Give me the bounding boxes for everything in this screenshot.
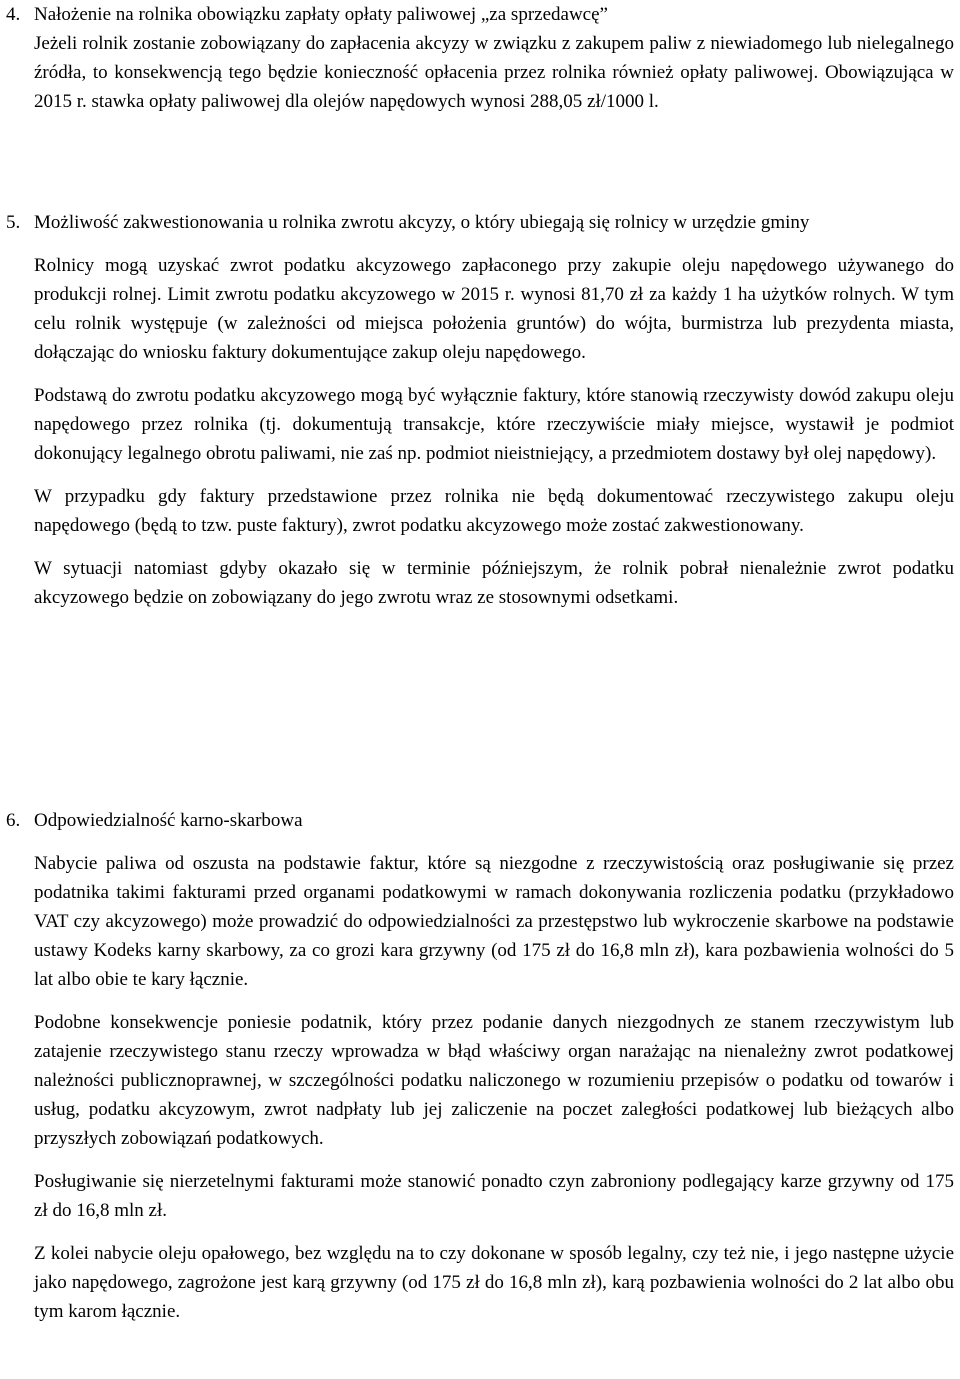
section-heading	[0, 208, 960, 237]
section-title: Możliwość zakwestionowania u rolnika zwrotu akcyzy, o który ubiegają się rolnicy w urzędzie gminy	[34, 212, 810, 233]
section-number: 6.	[6, 810, 21, 831]
paragraph: Nabycie paliwa od oszusta na podstawie faktur, które są niezgodne z rzeczywistością oraz posługiwanie się przez podatnika takimi fakturami przed organami podatkowymi w ramach dokonywania rozliczenia podatku (przykładowo VAT czy akcyzowego) może prowadzić do odpowiedzialności za przestępstwo lub wykroczenie skarbowe na podstawie ustawy Kodeks karny skarbowy, za co grozi kara grzywny (od 175 zł do 16,8 mln zł), kara pozbawienia wolności do 5 lat albo obie te kary łącznie.	[34, 853, 954, 990]
section-4	[0, 0, 960, 116]
section-title: Nałożenie na rolnika obowiązku zapłaty opłaty paliwowej „za sprzedawcę”	[34, 4, 608, 25]
paragraph: Jeżeli rolnik zostanie zobowiązany do zapłacenia akcyzy w związku z zakupem paliw z niewiadomego lub nielegalnego źródła, to konsekwencją tego będzie konieczność opłacenia przez rolnika również opłaty paliwowej. Obowiązująca w 2015 r. stawka opłaty paliwowej dla olejów napędowych wynosi 288,05 zł/1000 l.	[34, 33, 954, 112]
section-number: 4.	[6, 4, 21, 25]
paragraph: W przypadku gdy faktury przedstawione przez rolnika nie będą dokumentować rzeczywistego zakupu oleju napędowego (będą to tzw. puste faktury), zwrot podatku akcyzowego może zostać zakwestionowany.	[34, 486, 954, 536]
paragraph: Posługiwanie się nierzetelnymi fakturami może stanowić ponadto czyn zabroniony podlegający karze grzywny od 175 zł do 16,8 mln zł.	[34, 1171, 954, 1221]
paragraph: Rolnicy mogą uzyskać zwrot podatku akcyzowego zapłaconego przy zakupie oleju napędowego używanego do produkcji rolnej. Limit zwrotu podatku akcyzowego w 2015 r. wynosi 81,70 zł za każdy 1 ha użytków rolnych. W tym celu rolnik występuje (w zależności od miejsca położenia gruntów) do wójta, burmistrza lub prezydenta miasta, dołączając do wniosku faktury dokumentujące zakup oleju napędowego.	[34, 255, 954, 363]
section-6	[0, 806, 960, 1326]
paragraph: Podobne konsekwencje poniesie podatnik, który przez podanie danych niezgodnych ze stanem rzeczywistym lub zatajenie rzeczywistego stanu rzeczy wprowadza w błąd właściwy organ narażając na nienależny zwrot podatkowej należności publicznoprawnej, w szczególności podatku naliczonego w rozumieniu przepisów o podatku od towarów i usług, podatku akcyzowym, zwrot nadpłaty lub jej zaliczenie na poczet zaległości podatkowej lub bieżących albo przyszłych zobowiązań podatkowych.	[34, 1012, 954, 1149]
section-heading	[0, 0, 960, 29]
section-number: 5.	[6, 212, 21, 233]
paragraph: Z kolei nabycie oleju opałowego, bez względu na to czy dokonane w sposób legalny, czy też nie, i jego następne użycie jako napędowego, zagrożone jest karą grzywny (od 175 zł do 16,8 mln zł), karą pozbawienia wolności do 2 lat albo obu tym karom łącznie.	[34, 1243, 954, 1322]
paragraph: W sytuacji natomiast gdyby okazało się w terminie późniejszym, że rolnik pobrał nienależnie zwrot podatku akcyzowego będzie on zobowiązany do jego zwrotu wraz ze stosownymi odsetkami.	[34, 558, 954, 608]
section-title: Odpowiedzialność karno-skarbowa	[34, 810, 303, 831]
paragraph: Podstawą do zwrotu podatku akcyzowego mogą być wyłącznie faktury, które stanowią rzeczywisty dowód zakupu oleju napędowego przez rolnika (tj. dokumentują transakcje, które rzeczywiście miały miejsce, wystawił je podmiot dokonujący legalnego obrotu paliwami, nie zaś np. podmiot nieistniejący, a przedmiotem dostawy był olej napędowy).	[34, 385, 954, 464]
section-heading	[0, 806, 960, 835]
section-5	[0, 208, 960, 612]
